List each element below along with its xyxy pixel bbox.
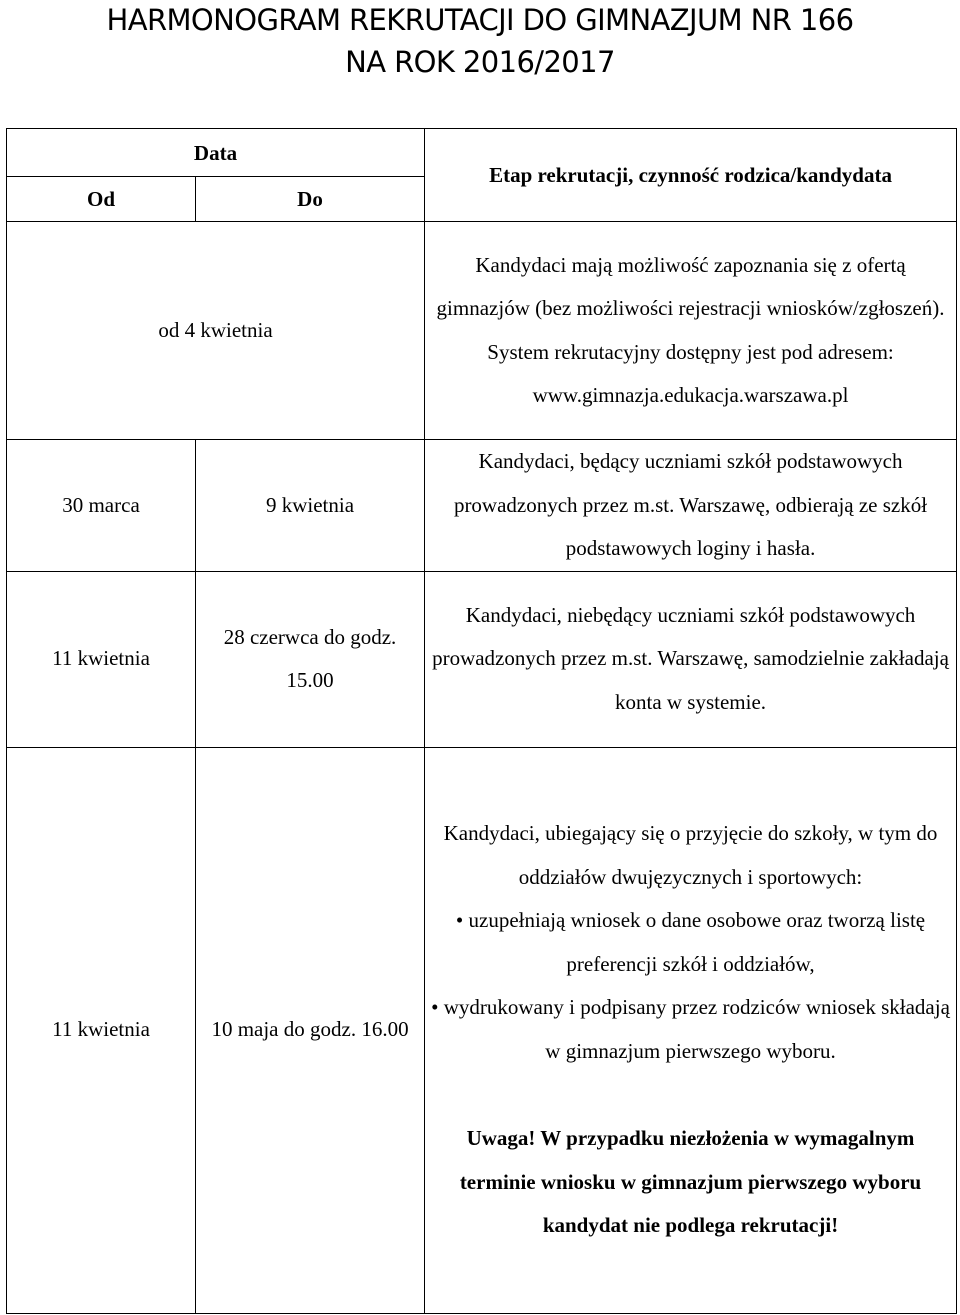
spacer xyxy=(431,1073,950,1117)
row-to: 28 czerwca do godz. 15.00 xyxy=(196,571,425,747)
table-row xyxy=(7,747,957,1313)
row-from: 30 marca xyxy=(7,440,196,572)
header-to: Do xyxy=(196,177,425,222)
row-to: 9 kwietnia xyxy=(196,440,425,572)
row-stage: Kandydaci, niebędący uczniami szkół podstawowych prowadzonych przez m.st. Warszawę, samodzielnie zakładają konta w systemie. xyxy=(425,571,957,747)
row-stage xyxy=(425,747,957,1313)
stage-intro: Kandydaci, ubiegający się o przyjęcie do szkoły, w tym do oddziałów dwujęzycznych i sportowych: xyxy=(443,821,938,889)
table-row xyxy=(7,571,957,747)
row-date: od 4 kwietnia xyxy=(7,222,425,440)
table-row xyxy=(7,222,957,440)
document-subtitle: NA ROK 2016/2017 xyxy=(345,45,615,79)
row-from: 11 kwietnia xyxy=(7,747,196,1313)
table-row xyxy=(7,440,957,572)
row-from: 11 kwietnia xyxy=(7,571,196,747)
header-from: Od xyxy=(7,177,196,222)
schedule-table xyxy=(6,128,957,1314)
bullet-item: • wydrukowany i podpisany przez rodziców wniosek składają w gimnazjum pierwszego wyboru. xyxy=(431,995,950,1063)
row-stage: Kandydaci, będący uczniami szkół podstawowych prowadzonych przez m.st. Warszawę, odbierają ze szkół podstawowych loginy i hasła. xyxy=(425,440,957,572)
row-stage: Kandydaci mają możliwość zapoznania się z ofertą gimnazjów (bez możliwości rejestracji wniosków/zgłoszeń). System rekrutacyjny dostępny jest pod adresem: www.gimnazja.edukacja.warszawa.pl xyxy=(425,222,957,440)
header-date: Data xyxy=(7,129,425,177)
row-to: 10 maja do godz. 16.00 xyxy=(196,747,425,1313)
bullet-item: • uzupełniają wniosek o dane osobowe oraz tworzą listę preferencji szkół i oddziałów, xyxy=(455,908,926,976)
document-title: HARMONOGRAM REKRUTACJI DO GIMNAZJUM NR 166 xyxy=(106,3,854,37)
header-row-top xyxy=(7,129,957,177)
header-stage: Etap rekrutacji, czynność rodzica/kandydata xyxy=(425,129,957,222)
warning-note: Uwaga! W przypadku niezłożenia w wymagalnym terminie wniosku w gimnazjum pierwszego wyboru kandydat nie podlega rekrutacji! xyxy=(459,1126,922,1238)
